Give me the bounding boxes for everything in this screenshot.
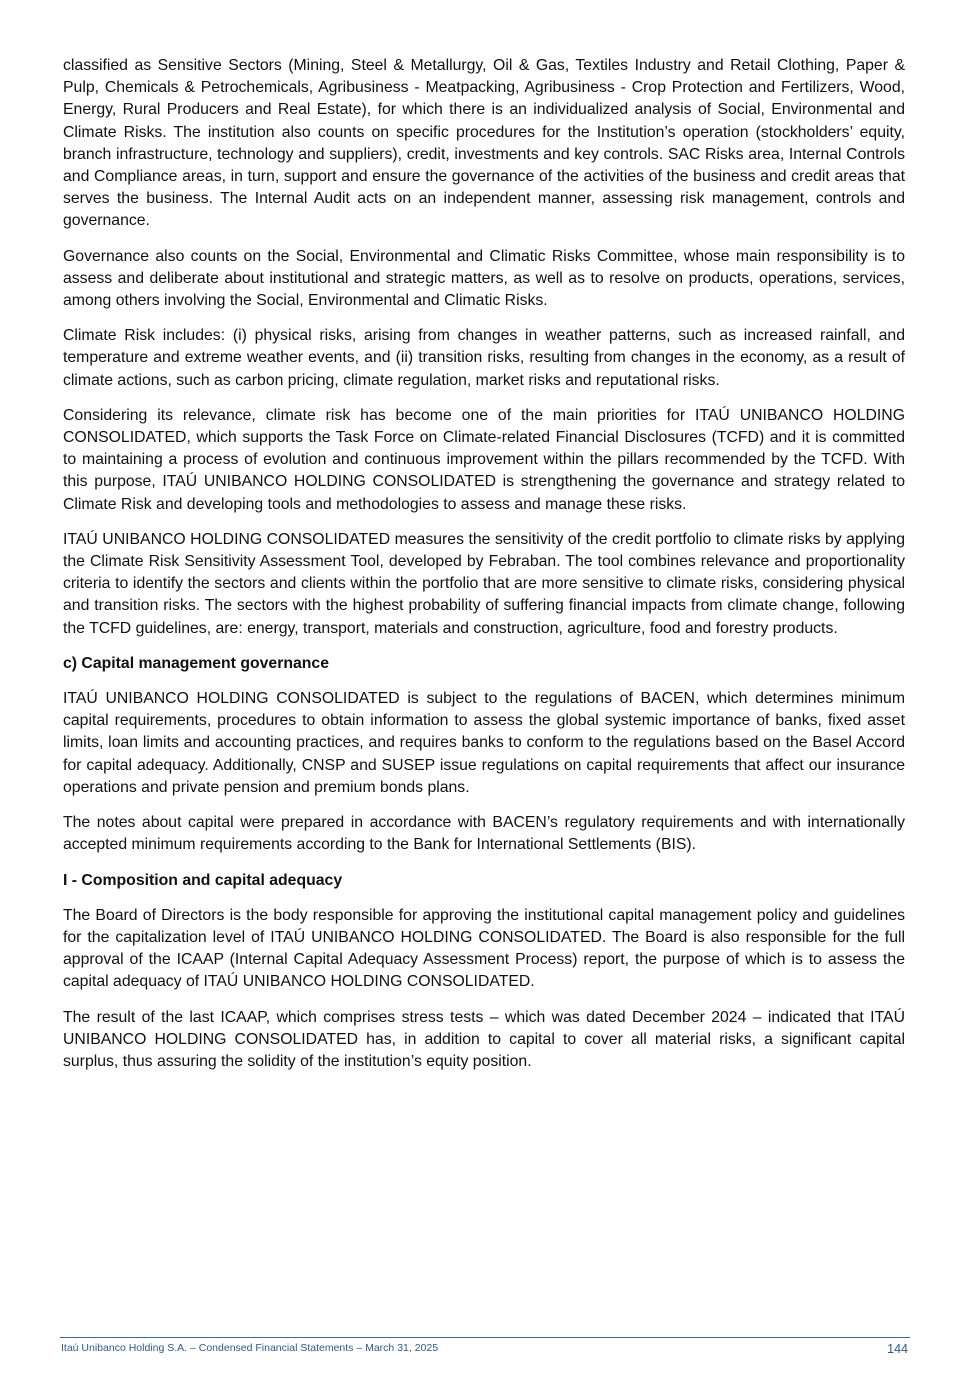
document-body <box>63 55 905 1086</box>
paragraph-bacen-regulations: ITAÚ UNIBANCO HOLDING CONSOLIDATED is subject to the regulations of BACEN, which determines minimum capital requirements, procedures to obtain information to assess the global systemic importance of banks, fixed asset limits, loan limits and accounting practices, and requires banks to conform to the regulations based on the Basel Accord for capital adequacy. Additionally, CNSP and SUSEP issue regulations on capital requirements that affect our insurance operations and private pension and premium bonds plans. <box>63 690 905 796</box>
page-number: 144 <box>887 1342 908 1356</box>
footer-document-title: Itaú Unibanco Holding S.A. – Condensed Financial Statements – March 31, 2025 <box>61 1342 439 1354</box>
paragraph-risks-committee: Governance also counts on the Social, Environmental and Climatic Risks Committee, whose main responsibility is to assess and deliberate about institutional and strategic matters, as well as to resolve on products, operations, services, among others involving the Social, Environmental and Climatic Risks. <box>63 247 905 310</box>
paragraph-capital-notes: The notes about capital were prepared in accordance with BACEN’s regulatory requirements and with internationally accepted minimum requirements according to the Bank for International Settlements (BIS). <box>63 814 905 854</box>
section-heading-capital-adequacy: I - Composition and capital adequacy <box>63 871 343 889</box>
footer-divider <box>60 1337 910 1338</box>
paragraph-sensitive-sectors: classified as Sensitive Sectors (Mining, Steel & Metallurgy, Oil & Gas, Textiles Industry and Retail Clothing, Paper & Pulp, Chemicals & Petrochemicals, Agribusiness - Meatpacking, Agribusiness - Crop Protection and Fertilizers, Wood, Energy, Rural Producers and Real Estate), for which there is an individualized analysis of Social, Environmental and Climate Risks. The institution also counts on specific procedures for the Institution’s operation (stockholders’ equity, branch infrastructure, technology and suppliers), credit, investments and key controls. SAC Risks area, Internal Controls and Compliance areas, in turn, support and ensure the governance of the activities of the business and credit areas that serves the business. The Internal Audit acts on an independent manner, assessing risk management, controls and governance. <box>63 57 905 230</box>
paragraph-climate-risk-definition: Climate Risk includes: (i) physical risks, arising from changes in weather patterns, such as increased rainfall, and temperature and extreme weather events, and (ii) transition risks, resulting from changes in the economy, as a result of climate actions, such as carbon pricing, climate regulation, market risks and reputational risks. <box>63 327 905 389</box>
paragraph-sensitivity-tool: ITAÚ UNIBANCO HOLDING CONSOLIDATED measures the sensitivity of the credit portfolio to climate risks by applying the Climate Risk Sensitivity Assessment Tool, developed by Febraban. The tool combines relevance and proportionality criteria to identify the sectors and clients within the portfolio that are more sensitive to climate risks, considering physical and transition risks. The sectors with the highest probability of suffering financial impacts from climate change, following the TCFD guidelines, are: energy, transport, materials and construction, agriculture, food and forestry products. <box>63 530 905 637</box>
section-heading-capital-governance: c) Capital management governance <box>63 654 329 672</box>
paragraph-board-of-directors: The Board of Directors is the body responsible for approving the institutional capital management policy and guidelines for the capitalization level of ITAÚ UNIBANCO HOLDING CONSOLIDATED. The Board is also responsible for the full approval of the ICAAP (Internal Capital Adequacy Assessment Process) report, the purpose of which is to assess the capital adequacy of ITAÚ UNIBANCO HOLDING CONSOLIDATED. <box>63 906 905 991</box>
paragraph-icaap-result: The result of the last ICAAP, which comprises stress tests – which was dated December 2024 – indicated that ITAÚ UNIBANCO HOLDING CONSOLIDATED has, in addition to capital to cover all material risks, a significant capital surplus, thus assuring the solidity of the institution’s equity position. <box>63 1008 905 1070</box>
paragraph-tcfd: Considering its relevance, climate risk has become one of the main priorities for ITAÚ UNIBANCO HOLDING CONSOLIDATED, which supports the Task Force on Climate-related Financial Disclosures (TCFD) and it is committed to maintaining a process of evolution and continuous improvement within the pillars recommended by the TCFD. With this purpose, ITAÚ UNIBANCO HOLDING CONSOLIDATED is strengthening the governance and strategy related to Climate Risk and developing tools and methodologies to assess and manage these risks. <box>63 406 905 513</box>
